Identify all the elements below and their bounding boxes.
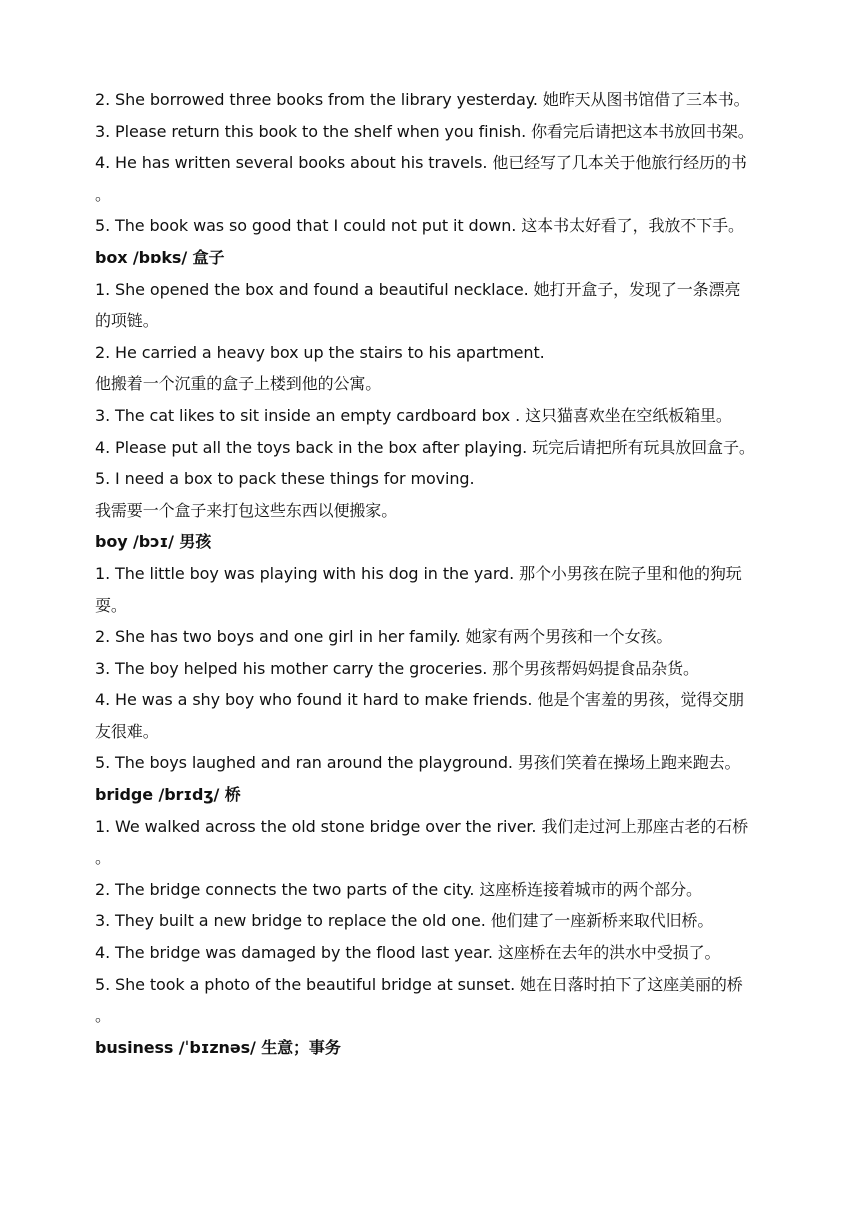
example-sentence: 3. The cat likes to sit inside an empty cardboard box . 这只猫喜欢坐在空纸板箱里。 [95, 405, 732, 425]
example-sentence: 3. The boy helped his mother carry the groceries. 那个男孩帮妈妈提食品杂货。 [95, 658, 699, 678]
example-sentence-continuation: 的项链。 [95, 311, 159, 331]
example-sentence: 2. She borrowed three books from the library yesterday. 她昨天从图书馆借了三本书。 [95, 90, 750, 109]
example-sentence-continuation: 友很难。 [95, 721, 159, 741]
example-sentence: 5. She took a photo of the beautiful bridge at sunset. 她在日落时拍下了这座美丽的桥 [95, 974, 743, 994]
vocabulary-list [95, 84, 775, 1063]
example-sentence-continuation: 。 [95, 1006, 111, 1026]
example-sentence: 1. The little boy was playing with his dog in the yard. 那个小男孩在院子里和他的狗玩 [95, 563, 742, 583]
example-sentence: 4. He was a shy boy who found it hard to make friends. 他是个害羞的男孩，觉得交朋 [95, 690, 745, 710]
example-sentence: 2. He carried a heavy box up the stairs to his apartment. [95, 342, 545, 362]
example-sentence-continuation: 他搬着一个沉重的盒子上楼到他的公寓。 [95, 374, 382, 394]
example-sentence: 4. The bridge was damaged by the flood last year. 这座桥在去年的洪水中受损了。 [95, 943, 721, 963]
example-sentence: 5. The boys laughed and ran around the playground. 男孩们笑着在操场上跑来跑去。 [95, 753, 741, 773]
headword-box: box /bɒks/ 盒子 [95, 247, 225, 267]
example-sentence-continuation: 。 [95, 184, 111, 204]
example-sentence: 4. Please put all the toys back in the box after playing. 玩完后请把所有玩具放回盒子。 [95, 437, 755, 457]
example-sentence: 2. The bridge connects the two parts of the city. 这座桥连接着城市的两个部分。 [95, 879, 702, 899]
example-sentence-continuation: 我需要一个盒子来打包这些东西以便搬家。 [95, 500, 398, 520]
example-sentence: 3. They built a new bridge to replace the old one. 他们建了一座新桥来取代旧桥。 [95, 911, 714, 931]
example-sentence: 3. Please return this book to the shelf when you finish. 你看完后请把这本书放回书架。 [95, 121, 754, 141]
headword-boy: boy /bɔɪ/ 男孩 [95, 532, 212, 552]
example-sentence: 2. She has two boys and one girl in her family. 她家有两个男孩和一个女孩。 [95, 627, 673, 647]
example-sentence: 5. The book was so good that I could not put it down. 这本书太好看了，我放不下手。 [95, 216, 744, 236]
example-sentence: 4. He has written several books about his travels. 他已经写了几本关于他旅行经历的书 [95, 153, 747, 173]
headword-bridge: bridge /brɪdʒ/ 桥 [95, 785, 241, 805]
headword-business: business /ˈbɪznəs/ 生意；事务 [95, 1037, 341, 1057]
example-sentence-continuation: 耍。 [95, 595, 127, 615]
example-sentence: 5. I need a box to pack these things for moving. [95, 469, 475, 489]
example-sentence: 1. She opened the box and found a beautiful necklace. 她打开盒子，发现了一条漂亮 [95, 279, 741, 299]
example-sentence-continuation: 。 [95, 848, 111, 868]
example-sentence: 1. We walked across the old stone bridge over the river. 我们走过河上那座古老的石桥 [95, 816, 749, 836]
